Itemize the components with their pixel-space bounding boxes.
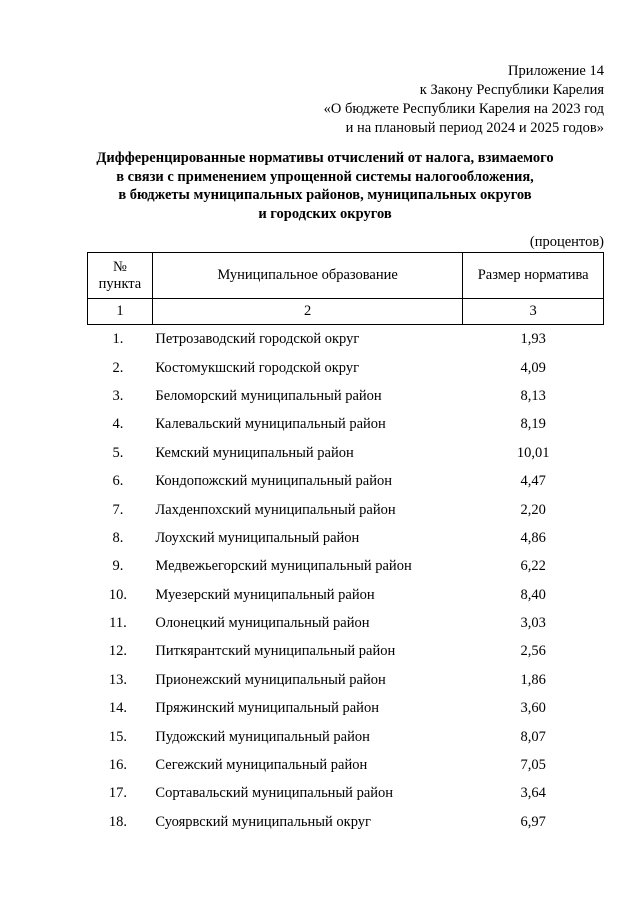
row-municipality: Пряжинский муниципальный район: [155, 700, 379, 717]
row-norm-value: 10,01: [516, 444, 550, 461]
row-number: 1.: [112, 331, 124, 348]
table-column-numbers-row: [88, 299, 604, 325]
table-row: [88, 495, 604, 523]
row-municipality: Питкярантский муниципальный район: [155, 643, 396, 660]
row-norm-value: 8,19: [520, 416, 546, 433]
row-norm-value: 3,60: [520, 700, 546, 717]
row-norm-value: 2,20: [520, 501, 546, 518]
table-header-row: [88, 253, 604, 299]
table-row: [88, 609, 604, 637]
table-row: [88, 694, 604, 722]
row-municipality: Суоярвский муниципальный округ: [155, 813, 371, 830]
table-row: [88, 779, 604, 807]
row-municipality: Лоухский муниципальный район: [155, 529, 360, 546]
table-row: [88, 552, 604, 580]
column-number: 3: [463, 299, 604, 325]
row-municipality: Беломорский муниципальный район: [155, 387, 382, 404]
table-row: [88, 382, 604, 410]
row-norm-value: 3,03: [520, 615, 546, 632]
row-number: 3.: [112, 387, 124, 404]
row-municipality: Медвежьегорский муниципальный район: [155, 558, 412, 575]
table-row: [88, 524, 604, 552]
row-number: 18.: [108, 813, 128, 830]
row-norm-value: 3,64: [520, 785, 546, 802]
row-number: 16.: [108, 757, 128, 774]
appendix-line: к Закону Республики Карелия: [419, 82, 604, 98]
row-norm-value: 2,56: [520, 643, 546, 660]
row-number: 10.: [108, 586, 128, 603]
header-municipality: Муниципальное образование: [152, 253, 462, 299]
row-norm-value: 4,86: [520, 529, 546, 546]
row-number: 13.: [108, 671, 128, 688]
table-row: [88, 751, 604, 779]
table-row: [88, 808, 604, 836]
row-number: 2.: [112, 359, 124, 376]
table-row: [88, 410, 604, 438]
appendix-line: «О бюджете Республики Карелия на 2023 год: [323, 101, 604, 117]
row-municipality: Прионежский муниципальный район: [155, 671, 386, 688]
row-municipality: Костомукшский городской округ: [155, 359, 360, 376]
row-norm-value: 1,86: [520, 671, 546, 688]
appendix-reference: [324, 62, 604, 138]
row-norm-value: 1,93: [520, 331, 546, 348]
row-municipality: Пудожский муниципальный район: [155, 728, 370, 745]
row-number: 15.: [108, 728, 128, 745]
table-body: [88, 325, 604, 837]
row-number: 4.: [112, 416, 124, 433]
table-row: [88, 439, 604, 467]
row-number: 14.: [108, 700, 128, 717]
title-line: и городских округов: [258, 205, 392, 222]
row-norm-value: 8,13: [520, 387, 546, 404]
row-municipality: Олонецкий муниципальный район: [155, 615, 370, 632]
row-norm-value: 7,05: [520, 757, 546, 774]
row-norm-value: 4,09: [520, 359, 546, 376]
table-row: [88, 467, 604, 495]
row-number: 6.: [112, 473, 124, 490]
title-line: Дифференцированные нормативы отчислений от налога, взимаемого: [96, 150, 554, 166]
title-line: в связи с применением упрощенной системы налогообложения,: [116, 168, 534, 185]
row-municipality: Петрозаводский городской округ: [155, 331, 360, 348]
column-number: 1: [88, 299, 153, 325]
row-number: 17.: [108, 785, 128, 802]
row-number: 9.: [112, 558, 124, 575]
table-row: [88, 666, 604, 694]
table-row: [88, 353, 604, 381]
row-number: 5.: [112, 444, 124, 461]
table-row: [88, 722, 604, 750]
row-number: 8.: [112, 529, 124, 546]
appendix-line: и на плановый период 2024 и 2025 годов»: [345, 120, 604, 136]
norms-table: [87, 252, 604, 836]
row-municipality: Кемский муниципальный район: [155, 444, 354, 461]
row-number: 12.: [108, 643, 128, 660]
row-municipality: Сегежский муниципальный район: [155, 757, 368, 774]
column-number: 2: [152, 299, 462, 325]
row-number: 7.: [112, 501, 124, 518]
table-row: [88, 325, 604, 354]
row-norm-value: 6,97: [520, 813, 546, 830]
appendix-line: Приложение 14: [508, 63, 604, 79]
row-municipality: Кондопожский муниципальный район: [155, 473, 393, 490]
row-norm-value: 8,07: [520, 728, 546, 745]
row-municipality: Калевальский муниципальный район: [155, 416, 386, 433]
row-municipality: Лахденпохский муниципальный район: [155, 501, 396, 518]
table-row: [88, 581, 604, 609]
row-norm-value: 4,47: [520, 473, 546, 490]
row-municipality: Муезерский муниципальный район: [155, 586, 375, 603]
row-municipality: Сортавальский муниципальный район: [155, 785, 394, 802]
header-number: [88, 253, 153, 299]
row-norm-value: 6,22: [520, 558, 546, 575]
header-number-word: пункта: [98, 275, 142, 292]
header-number-sign: №: [113, 258, 127, 275]
table-row: [88, 637, 604, 665]
document-title: [60, 149, 590, 223]
title-line: в бюджеты муниципальных районов, муниципальных округов: [118, 187, 532, 203]
header-norm-size: Размер норматива: [463, 253, 604, 299]
unit-label: (процентов): [529, 234, 604, 250]
row-norm-value: 8,40: [520, 586, 546, 603]
row-number: 11.: [109, 615, 127, 632]
